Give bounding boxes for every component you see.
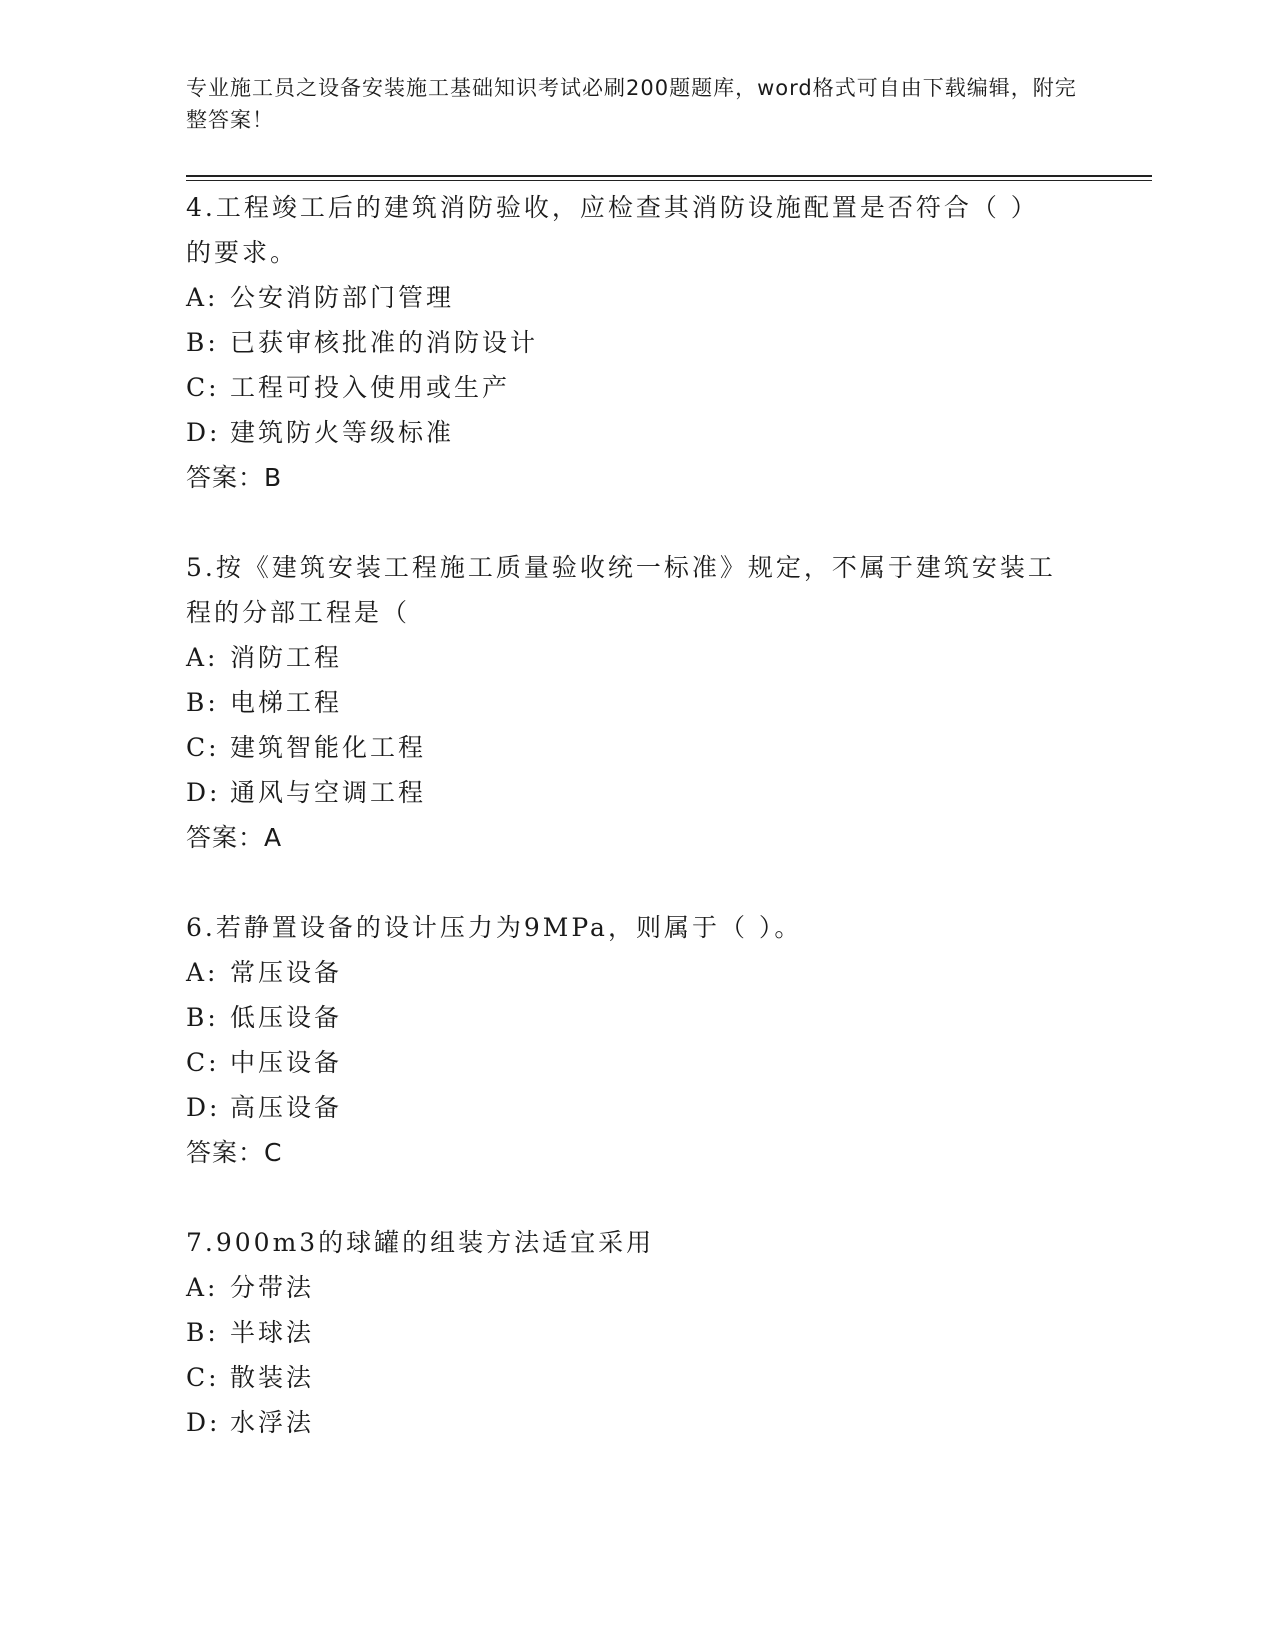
option-text: 消防工程 [230,643,343,672]
option-a [186,950,1066,995]
option-b [186,1310,1066,1355]
option-c [186,1040,1066,1085]
option-c [186,725,1066,770]
option-text: 建筑防火等级标准 [230,418,455,447]
option-letter: B: [186,688,219,717]
option-a [186,1265,1066,1310]
option-text: 公安消防部门管理 [230,283,455,312]
option-text: 常压设备 [230,958,343,987]
option-b [186,320,1066,365]
option-letter: C: [186,1363,220,1392]
option-text: 分带法 [230,1273,315,1302]
question-4 [186,185,1066,500]
question-6 [186,905,1066,1175]
question-stem: 4.工程竣工后的建筑消防验收，应检查其消防设施配置是否符合（ ）的要求。 [186,193,1039,267]
option-c [186,365,1066,410]
option-text: 水浮法 [230,1408,315,1437]
header-divider-thick [186,175,1152,177]
option-letter: C: [186,373,220,402]
question-stem: 5.按《建筑安装工程施工质量验收统一标准》规定，不属于建筑安装工程的分部工程是（ [186,553,1056,627]
option-letter: B: [186,328,219,357]
option-b [186,680,1066,725]
question-5 [186,545,1066,860]
answer-line: 答案：A [186,823,283,852]
option-letter: B: [186,1318,219,1347]
option-text: 低压设备 [230,1003,343,1032]
option-letter: C: [186,1048,220,1077]
question-7 [186,1220,1066,1445]
option-text: 工程可投入使用或生产 [230,373,511,402]
option-text: 电梯工程 [230,688,343,717]
option-letter: D: [186,418,221,447]
question-stem: 6.若静置设备的设计压力为9MPa，则属于（ ）。 [186,913,803,942]
answer-line: 答案：C [186,1138,283,1167]
question-stem: 7.900m3的球罐的组装方法适宜采用 [186,1228,655,1257]
option-text: 高压设备 [230,1093,343,1122]
option-text: 已获审核批准的消防设计 [230,328,539,357]
document-header: 专业施工员之设备安装施工基础知识考试必刷200题题库，word格式可自由下载编辑，附完整答案！ [186,76,1077,132]
answer-line: 答案：B [186,463,283,492]
option-letter: D: [186,778,221,807]
option-d [186,1400,1066,1445]
option-letter: C: [186,733,220,762]
option-c [186,1355,1066,1400]
option-text: 半球法 [230,1318,315,1347]
option-a [186,635,1066,680]
option-letter: B: [186,1003,219,1032]
option-letter: D: [186,1093,221,1122]
option-d [186,410,1066,455]
option-letter: A: [186,283,219,312]
option-letter: D: [186,1408,221,1437]
option-a [186,275,1066,320]
option-letter: A: [186,1273,219,1302]
option-text: 散装法 [230,1363,315,1392]
option-b [186,995,1066,1040]
option-text: 通风与空调工程 [230,778,427,807]
option-letter: A: [186,958,219,987]
header-divider-thin [186,180,1152,181]
option-text: 中压设备 [230,1048,343,1077]
option-d [186,1085,1066,1130]
option-text: 建筑智能化工程 [230,733,427,762]
option-letter: A: [186,643,219,672]
option-d [186,770,1066,815]
